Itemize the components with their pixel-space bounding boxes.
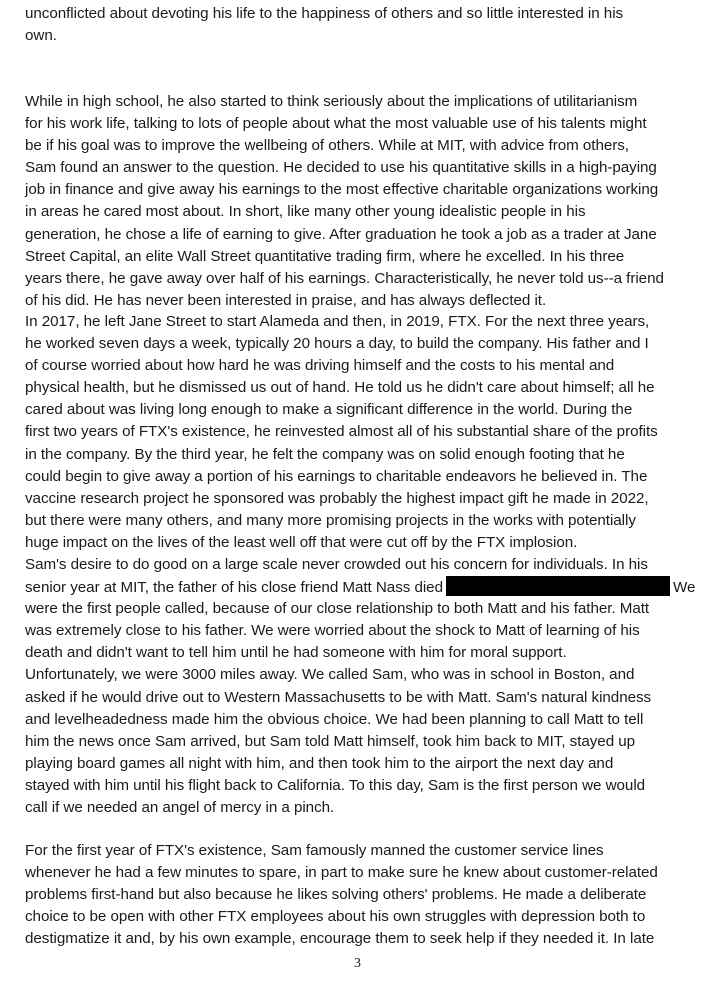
text-line: Street Capital, an elite Wall Street quantitative trading firm, where he excelled. In his three (25, 247, 625, 265)
text-line: be if his goal was to improve the wellbeing of others. While at MIT, with advice from others, (25, 137, 629, 155)
text-line: Unfortunately, we were 3000 miles away. We called Sam, who was in school in Boston, and (25, 666, 635, 684)
paragraph-1 (25, 3, 700, 47)
text-line: whenever he had a few minutes to spare, in part to make sure he knew about customer-related (25, 864, 658, 882)
text-line: playing board games all night with him, and then took him to the airport the next day and (25, 754, 614, 772)
text-line: of course worried about how hard he was driving himself and the costs to his mental and (25, 357, 615, 375)
text-line: vaccine research project he sponsored was probably the highest impact gift he made in 2022, (25, 489, 649, 507)
text-line-with-redaction (25, 576, 700, 598)
text-line: job in finance and give away his earnings to the most effective charitable organizations working (25, 181, 659, 199)
text-line: Sam's desire to do good on a large scale never crowded out his concern for individuals. In his (25, 556, 648, 573)
text-line: him the news once Sam arrived, but Sam told Matt himself, took him back to MIT, stayed up (25, 732, 636, 750)
text-line: call if we needed an angel of mercy in a pinch. (25, 799, 335, 817)
text-line: cared about was living long enough to make a significant difference in the world. During the (25, 401, 633, 419)
text-line: Sam found an answer to the question. He decided to use his quantitative skills in a high-paying (25, 159, 657, 177)
text-line: stayed with him until his flight back to California. To this day, Sam is the first person we would (25, 776, 646, 794)
text-line: problems first-hand but also because he likes solving others' problems. He made a deliberate (25, 886, 647, 904)
text-line: could begin to give away a portion of his earnings to charitable endeavors he believed in. The (25, 467, 648, 485)
text-line: was extremely close to his father. We were worried about the shock to Matt of learning of his (25, 622, 640, 640)
text-segment: senior year at MIT, the father of his close friend Matt Nass died (25, 579, 443, 597)
text-line: and levelheadedness made him the obvious choice. We had been planning to call Matt to tell (25, 710, 644, 728)
text-line: were the first people called, because of our close relationship to both Matt and his father. Matt (25, 600, 650, 618)
text-line: While in high school, he also started to think seriously about the implications of utilitarianism (25, 93, 638, 110)
text-line: choice to be open with other FTX employees about his own struggles with depression both to (25, 908, 646, 926)
redaction-block (446, 576, 670, 596)
paragraph-3 (25, 311, 700, 554)
text-line: destigmatize it and, by his own example, encourage them to seek help if they needed it. In late (25, 930, 655, 948)
text-line: own. (25, 27, 57, 45)
paragraph-2 (25, 91, 700, 312)
text-line: for his work life, talking to lots of people about what the most valuable use of his talents might (25, 115, 647, 133)
page-number: 3 (354, 956, 361, 971)
paragraph-5 (25, 840, 700, 950)
text-line: huge impact on the lives of the least well off that were cut off by the FTX implosion. (25, 533, 578, 551)
text-line: he worked seven days a week, typically 20 hours a day, to build the company. His father and I (25, 335, 649, 353)
text-line: years there, he gave away over half of his earnings. Characteristically, he never told us--a friend (25, 269, 664, 287)
text-line: in areas he cared most about. In short, like many other young idealistic people in his (25, 203, 586, 221)
text-line: first two years of FTX's existence, he reinvested almost all of his substantial share of the profits (25, 423, 658, 441)
text-line: of his did. He has never been interested in praise, and has always deflected it. (25, 291, 547, 309)
text-line: unconflicted about devoting his life to the happiness of others and so little interested in his (25, 5, 624, 22)
text-line: death and didn't want to tell him until he had someone with him for moral support. (25, 644, 567, 662)
text-line: asked if he would drive out to Western Massachusetts to be with Matt. Sam's natural kindness (25, 688, 652, 706)
text-line: For the first year of FTX's existence, Sam famously manned the customer service lines (25, 842, 604, 859)
text-line: but there were many others, and many more promising projects in the works with potentially (25, 511, 636, 529)
text-line: generation, he chose a life of earning to give. After graduation he took a job as a trader at Jane (25, 225, 657, 243)
text-line: in the company. By the third year, he felt the company was on solid enough footing that he (25, 445, 625, 463)
text-line: physical health, but he dismissed us out of hand. He told us he didn't care about himself; all he (25, 379, 655, 397)
text-segment: We (672, 579, 696, 597)
paragraph-4 (25, 554, 700, 819)
text-line: In 2017, he left Jane Street to start Alameda and then, in 2019, FTX. For the next three years, (25, 313, 650, 330)
